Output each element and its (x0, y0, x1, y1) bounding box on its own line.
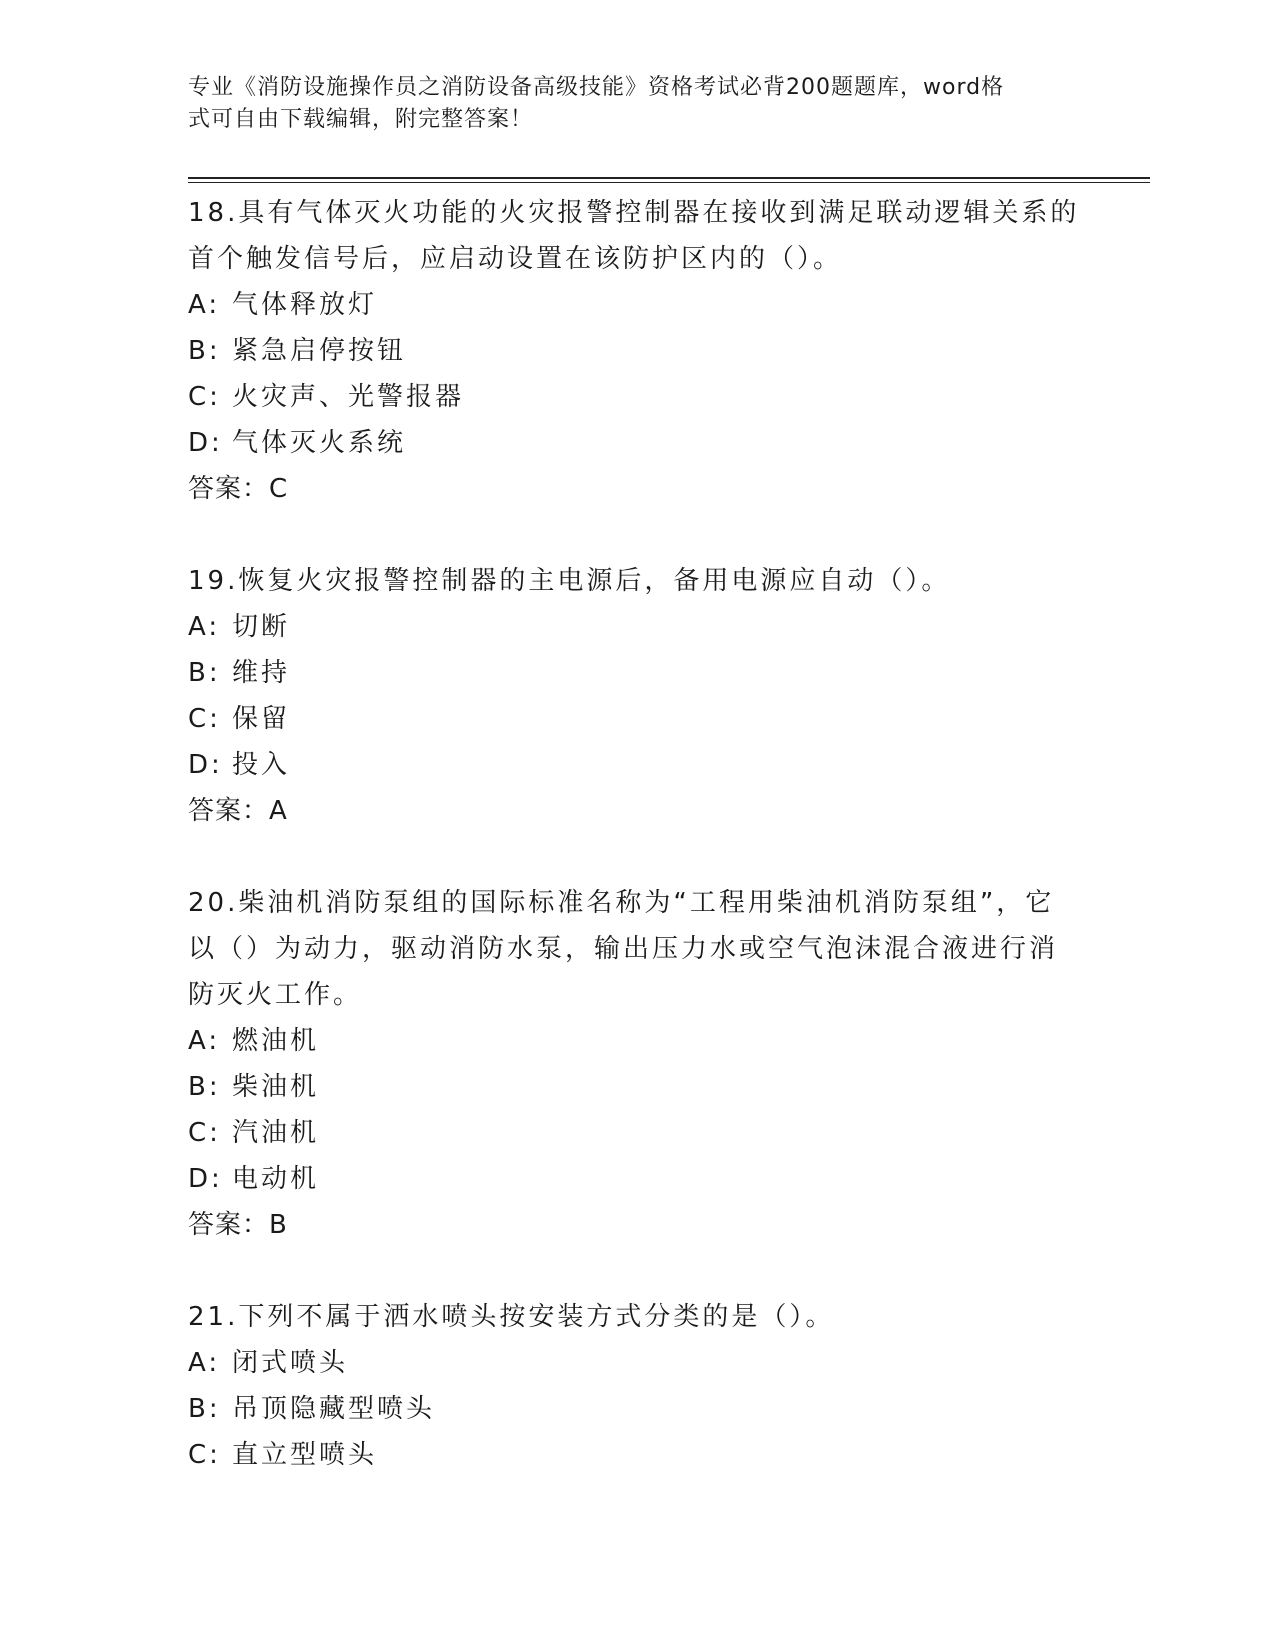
document-header (188, 72, 1068, 136)
option-b (188, 650, 1088, 696)
option-a (188, 282, 1088, 328)
option-d (188, 420, 1088, 466)
question-list (188, 190, 1088, 1524)
header-line-1: 专业《消防设施操作员之消防设备高级技能》资格考试必背200题题库，word格 (188, 75, 1005, 100)
option-letter: C: (188, 1118, 221, 1148)
question-21 (188, 1294, 1088, 1478)
question-text-line: 以（）为动力，驱动消防水泵，输出压力水或空气泡沫混合液进行消 (188, 934, 1059, 964)
option-letter: B: (188, 336, 221, 366)
option-c (188, 1110, 1088, 1156)
option-letter: A: (188, 290, 221, 320)
question-text-line: 20.柴油机消防泵组的国际标准名称为“工程用柴油机消防泵组”，它 (188, 888, 1055, 918)
option-letter: C: (188, 382, 221, 412)
option-text: 闭式喷头 (232, 1348, 349, 1378)
option-letter: D: (188, 750, 223, 780)
option-letter: D: (188, 428, 223, 458)
question-20 (188, 880, 1088, 1248)
answer-line: 答案：A (188, 796, 288, 826)
option-letter: C: (188, 704, 221, 734)
option-b (188, 328, 1088, 374)
option-text: 紧急启停按钮 (232, 336, 407, 366)
option-text: 汽油机 (232, 1118, 320, 1148)
option-c (188, 696, 1088, 742)
question-text-line: 19.恢复火灾报警控制器的主电源后，备用电源应自动（）。 (188, 566, 951, 596)
header-divider-thick (188, 177, 1150, 179)
answer-line: 答案：B (188, 1210, 288, 1240)
option-text: 火灾声、光警报器 (232, 382, 465, 412)
option-letter: B: (188, 1072, 221, 1102)
option-letter: A: (188, 1348, 221, 1378)
option-c (188, 1432, 1088, 1478)
option-text: 气体释放灯 (232, 290, 378, 320)
header-line-2: 式可自由下载编辑，附完整答案！ (188, 107, 534, 132)
option-letter: A: (188, 612, 221, 642)
option-c (188, 374, 1088, 420)
option-d (188, 742, 1088, 788)
header-divider-thin (188, 182, 1150, 183)
option-d (188, 1156, 1088, 1202)
option-letter: B: (188, 1394, 221, 1424)
question-text-line: 防灭火工作。 (188, 980, 363, 1010)
option-letter: A: (188, 1026, 221, 1056)
question-text-line: 首个触发信号后，应启动设置在该防护区内的（）。 (188, 244, 843, 274)
option-text: 燃油机 (232, 1026, 320, 1056)
option-a (188, 1340, 1088, 1386)
option-a (188, 604, 1088, 650)
question-text-line: 18.具有气体灭火功能的火灾报警控制器在接收到满足联动逻辑关系的 (188, 198, 1080, 228)
option-b (188, 1064, 1088, 1110)
option-text: 投入 (232, 750, 291, 780)
question-18 (188, 190, 1088, 512)
option-text: 保留 (232, 704, 291, 734)
option-a (188, 1018, 1088, 1064)
question-text-line: 21.下列不属于洒水喷头按安装方式分类的是（）。 (188, 1302, 835, 1332)
answer-line: 答案：C (188, 474, 289, 504)
question-19 (188, 558, 1088, 834)
option-text: 切断 (232, 612, 291, 642)
option-letter: D: (188, 1164, 223, 1194)
option-text: 直立型喷头 (232, 1440, 378, 1470)
option-letter: C: (188, 1440, 221, 1470)
option-text: 柴油机 (232, 1072, 320, 1102)
option-text: 电动机 (232, 1164, 320, 1194)
option-text: 吊顶隐藏型喷头 (232, 1394, 436, 1424)
option-letter: B: (188, 658, 221, 688)
option-text: 气体灭火系统 (232, 428, 407, 458)
option-text: 维持 (232, 658, 291, 688)
option-b (188, 1386, 1088, 1432)
